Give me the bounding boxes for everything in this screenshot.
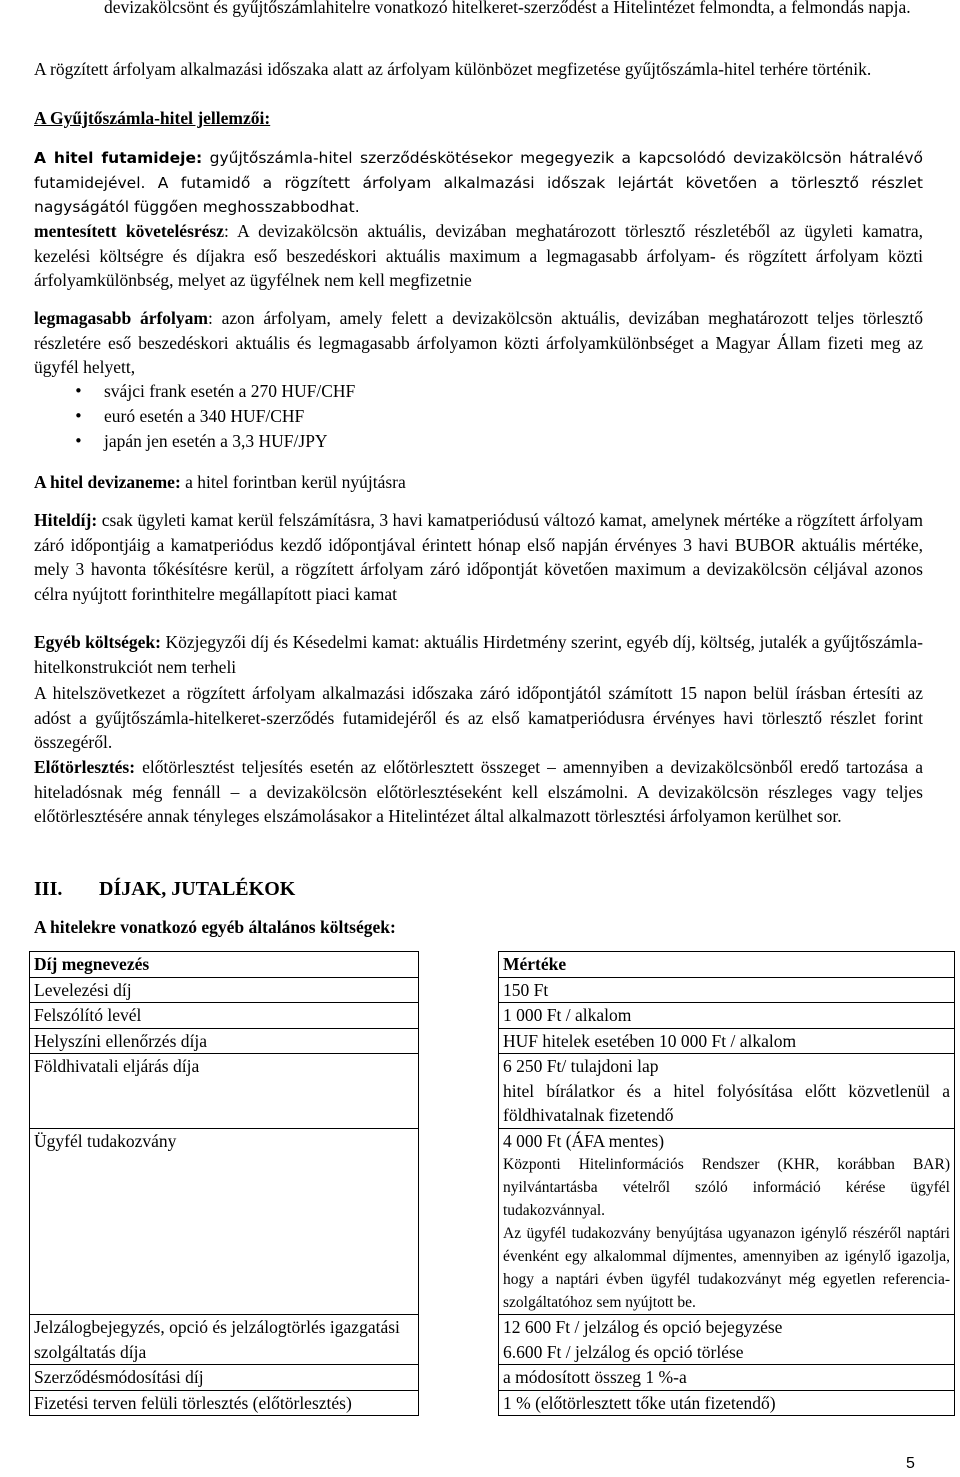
- fee-amount-cell: [499, 1315, 955, 1365]
- fee-amount: 1 % (előtörlesztett tőke után fizetendő): [499, 1390, 955, 1416]
- section-title: DÍJAK, JUTALÉKOK: [99, 878, 296, 900]
- highest-rate-label: legmagasabb árfolyam: [34, 308, 208, 328]
- exempt-label: mentesített követelésrész: [34, 221, 224, 241]
- fee-amount: 1 000 Ft / alkalom: [499, 1003, 955, 1029]
- fee-amount: 150 Ft: [499, 977, 955, 1003]
- fx-difference-paragraph: A rögzített árfolyam alkalmazási időszaka alatt az árfolyam különbözet megfizetése gyűjtőszámla-hitel terhére történik.: [34, 59, 872, 79]
- fee-name: Fizetési terven felüli törlesztés (előtörlesztés): [30, 1390, 419, 1416]
- intro-paragraph: devizakölcsönt és gyűjtőszámlahitelre vonatkozó hitelkeret-szerződést a Hitelintézet felmondta, a felmondás napja.: [104, 0, 911, 17]
- fee-amount: 12 600 Ft / jelzálog és opció bejegyzése: [503, 1317, 783, 1337]
- other-costs-label: Egyéb költségek:: [34, 632, 161, 652]
- other-costs-text: Közjegyzői díj és Késedelmi kamat: aktuális Hirdetmény szerint, egyéb díj, költség, jutalék a gyűjtőszámla-hitelkonstrukciót nem terheli: [34, 632, 923, 677]
- table-row: [30, 977, 955, 1003]
- fee-amount-note: Központi Hitelinformációs Rendszer (KHR, korábban BAR) nyilvántartásba vételről szóló információ kérése ügyfél tudakozvánnyal.: [503, 1156, 950, 1219]
- fee-paragraph: [34, 508, 923, 606]
- table-row: [30, 1054, 955, 1129]
- fee-label: Hiteldíj:: [34, 510, 98, 530]
- currency-label: A hitel devizaneme:: [34, 472, 181, 492]
- fee-name: Levelezési díj: [30, 977, 419, 1003]
- table-row: [30, 1128, 955, 1315]
- section-heading: [34, 876, 295, 902]
- header-fee-amount: Mértéke: [499, 952, 955, 978]
- highest-rate-text: : azon árfolyam, amely felett a devizakölcsön aktuális, devizában meghatározott teljes törlesztő részletére eső beszedéskori aktuális és legmagasabb árfolyamon közti árfolyamkülönbséget a Magyar Állam fizeti meg az ügyfél helyett,: [34, 308, 923, 377]
- table-row: [30, 1365, 955, 1391]
- table-row: [30, 1028, 955, 1054]
- other-costs-paragraph: [34, 630, 923, 679]
- exempt-paragraph: [34, 219, 923, 293]
- prepayment-label: Előtörlesztés:: [34, 757, 136, 777]
- fee-amount: a módosított összeg 1 %-a: [499, 1365, 955, 1391]
- table-row: [30, 1315, 955, 1365]
- currency-text: a hitel forintban kerül nyújtásra: [180, 472, 406, 492]
- fee-amount-note-2: Az ügyfél tudakozvány benyújtása ugyanazon igénylő részéről naptári évenként egy alkalommal díjmentes, amennyiben az igénylő igazolja, hogy a naptári évben ügyfél tudakozványt még egyetlen referencia-szolgáltatóhoz sem nyújtott be.: [503, 1225, 950, 1311]
- currency-paragraph: [34, 470, 923, 495]
- fee-amount-cell: [499, 1128, 955, 1315]
- fee-name: Felszólító levél: [30, 1003, 419, 1029]
- table-header-row: [30, 952, 955, 978]
- fee-amount-note: 6.600 Ft / jelzálog és opció törlése: [503, 1341, 744, 1362]
- page-number: 5: [906, 1455, 915, 1472]
- term-paragraph: [34, 146, 923, 220]
- fee-amount-cell: [499, 1054, 955, 1129]
- fee-text: csak ügyleti kamat kerül felszámításra, 3 havi kamatperiódusú változó kamat, amelynek mértéke a rögzített árfolyam záró időpontjáig a kamatperiódus kezdő időpontjával érintett hónap első napján érvényes 3 havi BUBOR aktuális mértéke, mely 3 havonta tőkésítésre kerül, a rögzített árfolyam záró időpontját követően maximum a devizakölcsön céljával azonos célra nyújtott forinthitelre megállapított piaci kamat: [34, 510, 923, 604]
- notice-paragraph: A hitelszövetkezet a rögzített árfolyam alkalmazási időszaka záró időpontjától számított 15 napon belül írásban értesíti az adóst a gyűjtőszámla-hitelkeret-szerződés futamidejéről és az első kamatperiódusra érvényes havi törlesztő részlet forint összegéről.: [34, 683, 923, 752]
- highest-rate-paragraph: [34, 306, 923, 380]
- bullet-jpy: • japán jen esetén a 3,3 HUF/JPY: [34, 429, 634, 454]
- fee-name: Jelzálogbejegyzés, opció és jelzálogtörlés igazgatási szolgáltatás díja: [30, 1315, 419, 1365]
- fee-amount-note: hitel bírálatkor és a hitel folyósítása előtt közvetlenül a földhivatalnak fizetendő: [503, 1080, 950, 1125]
- bullet-eur: • euró esetén a 340 HUF/CHF: [34, 404, 634, 429]
- section-subtitle: A hitelekre vonatkozó egyéb általános költségek:: [34, 917, 396, 937]
- exempt-text: : A devizakölcsön aktuális, devizában meghatározott törlesztő részletéből az ügyleti kamatra, kezelési költségre és díjakra eső beszedéskori aktuális maximum a legmagasabb árfolyam- és rögzített árfolyam közti árfolyamkülönbség, melyet az ügyfélnek nem kell megfizetnie: [34, 221, 923, 290]
- fee-name: Szerződésmódosítási díj: [30, 1365, 419, 1391]
- section-number: III.: [34, 878, 63, 900]
- fee-amount: HUF hitelek esetében 10 000 Ft / alkalom: [499, 1028, 955, 1054]
- fee-amount: 4 000 Ft (ÁFA mentes): [503, 1130, 665, 1151]
- term-label: A hitel futamideje:: [34, 149, 203, 167]
- features-heading: A Gyűjtőszámla-hitel jellemzői:: [34, 108, 271, 128]
- bullet-chf: • svájci frank esetén a 270 HUF/CHF: [34, 379, 634, 404]
- header-fee-name: Díj megnevezés: [30, 952, 419, 978]
- fee-name: Földhivatali eljárás díja: [30, 1054, 419, 1129]
- fee-name: Helyszíni ellenőrzés díja: [30, 1028, 419, 1054]
- table-row: [30, 1003, 955, 1029]
- prepayment-paragraph: [34, 755, 923, 829]
- table-row: [30, 1390, 955, 1416]
- fee-amount: 6 250 Ft/ tulajdoni lap: [503, 1056, 659, 1076]
- term-text: gyűjtőszámla-hitel szerződéskötésekor megegyezik a kapcsolódó devizakölcsön hátralévő futamidejével.: [34, 149, 923, 192]
- fee-name: Ügyfél tudakozvány: [30, 1128, 419, 1315]
- term-text-extension: A futamidő a rögzített árfolyam alkalmazási időszak lejártát követően a törlesztő részlet nagyságától függően meghosszabbodhat.: [34, 173, 923, 216]
- prepayment-text: előtörlesztést teljesítés esetén az előtörlesztett összeget – amennyiben a devizakölcsönből eredő tartozása a hiteladósnak még fennáll – a devizakölcsön előtörlesztéseként kell elszámolni. A devizakölcsön részleges vagy teljes előtörlesztésére annak tényleges elszámolásakor a Hitelintézet által alkalmazott törlesztési árfolyamon kerülhet sor.: [34, 757, 923, 826]
- fees-table: [29, 951, 955, 1416]
- rate-bullet-list: [34, 379, 634, 454]
